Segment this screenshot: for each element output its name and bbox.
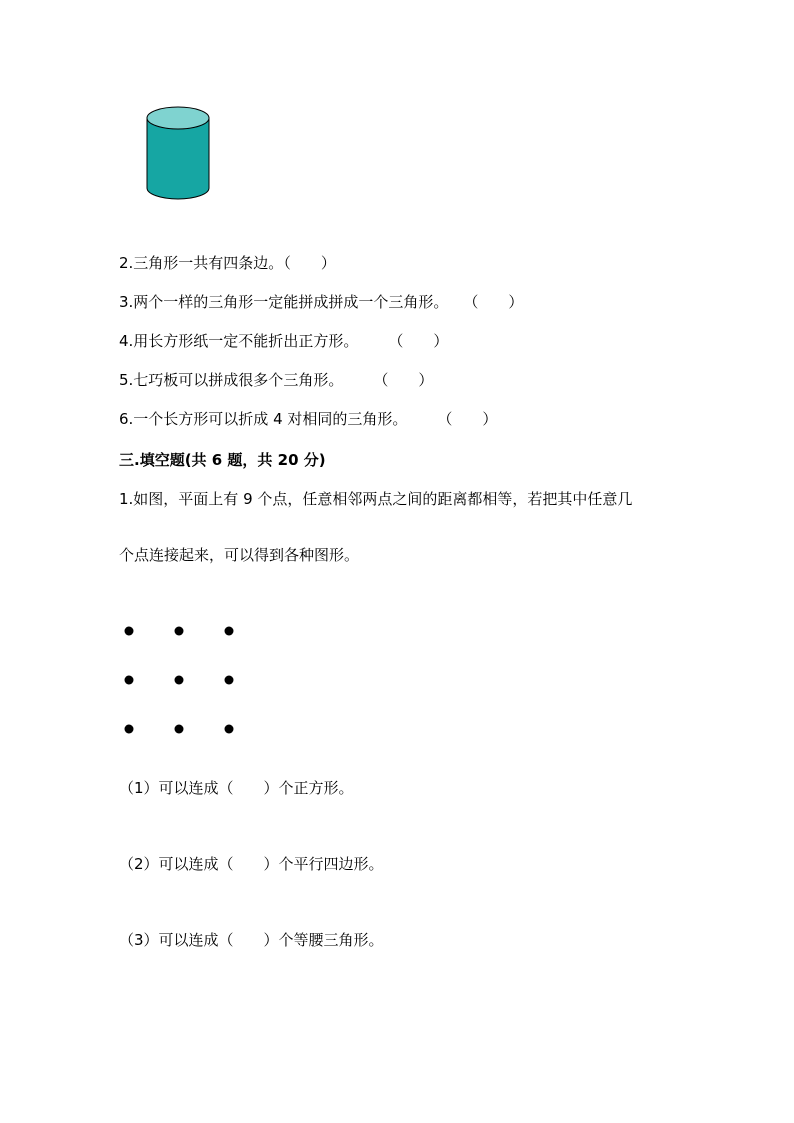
sub-question-1: （1）可以连成（ ）个正方形。 <box>119 779 354 797</box>
question-1-line-2: 个点连接起来，可以得到各种图形。 <box>119 546 360 564</box>
grid-dot <box>175 676 184 685</box>
grid-dot <box>125 725 134 734</box>
grid-dot <box>125 676 134 685</box>
grid-dot <box>175 725 184 734</box>
grid-dot <box>225 627 234 636</box>
grid-dot <box>125 627 134 636</box>
sub-question-3: （3）可以连成（ ）个等腰三角形。 <box>119 931 384 949</box>
judgement-item-6: 6.一个长方形可以折成 4 对相同的三角形。 （ ） <box>119 410 498 428</box>
judgement-item-3: 3.两个一样的三角形一定能拼成拼成一个三角形。 （ ） <box>119 293 524 311</box>
judgement-item-5: 5.七巧板可以拼成很多个三角形。 （ ） <box>119 371 434 389</box>
grid-dot <box>175 627 184 636</box>
sub-question-2: （2）可以连成（ ）个平行四边形。 <box>119 855 384 873</box>
judgement-item-2: 2.三角形一共有四条边。（ ） <box>119 254 336 272</box>
grid-dot <box>225 725 234 734</box>
grid-dot <box>225 676 234 685</box>
question-1-line-1: 1.如图，平面上有 9 个点，任意相邻两点之间的距离都相等，若把其中任意几 <box>119 490 633 508</box>
section-heading: 三.填空题(共 6 题，共 20 分) <box>119 451 326 469</box>
judgement-item-4: 4.用长方形纸一定不能折出正方形。 （ ） <box>119 332 449 350</box>
